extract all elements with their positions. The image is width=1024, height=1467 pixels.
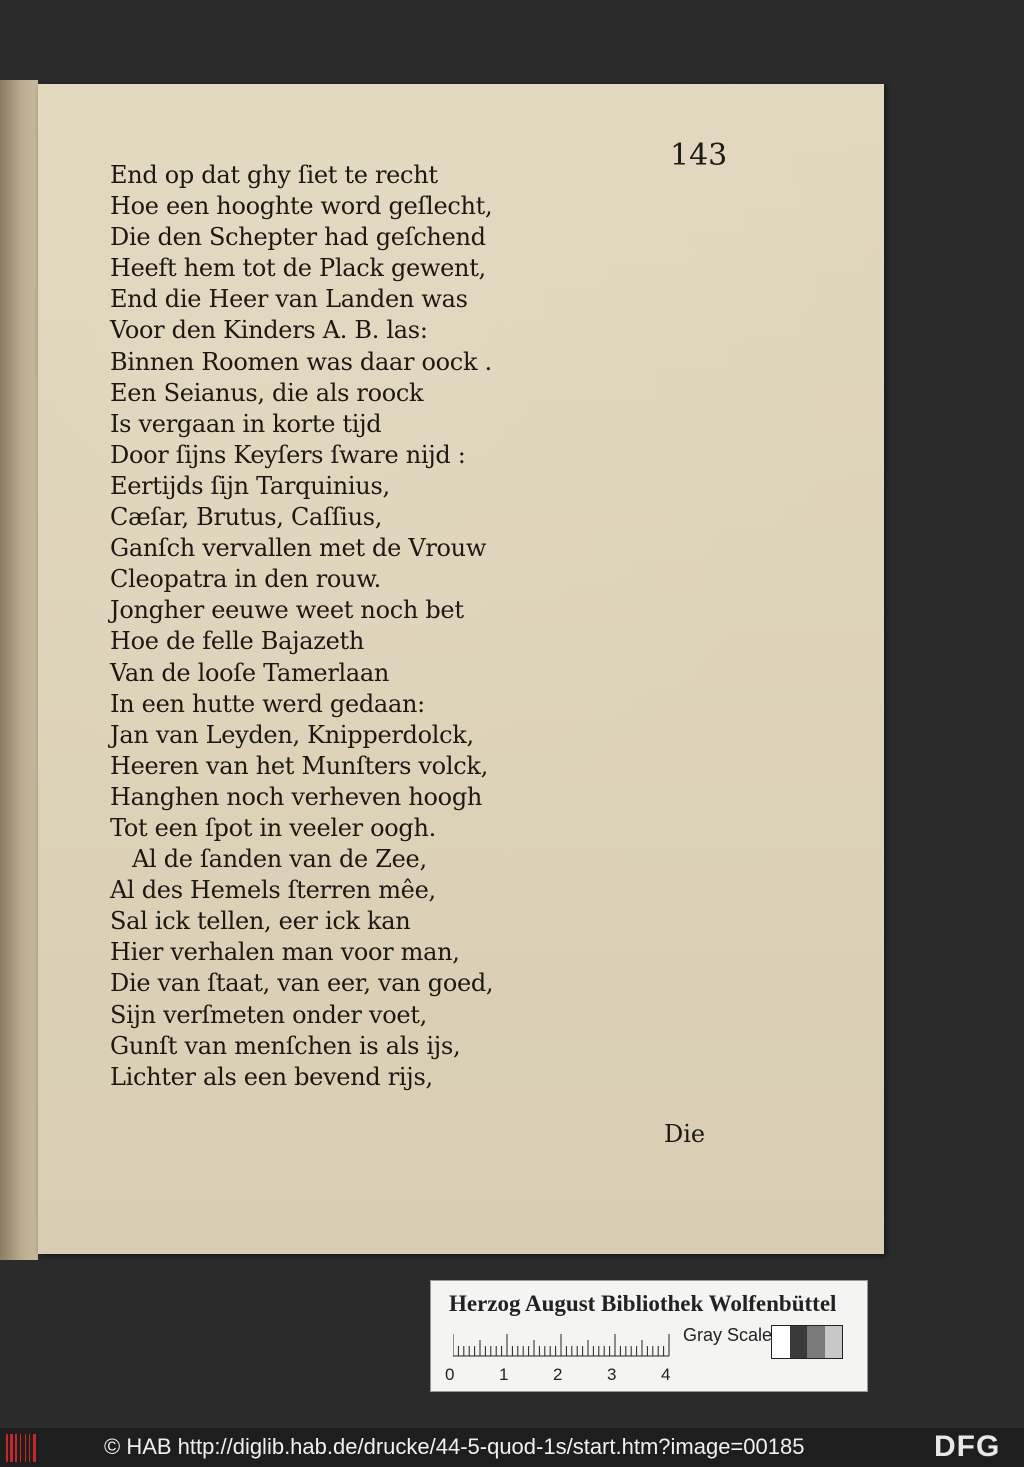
gray-swatch: [807, 1326, 825, 1358]
verse-line: End op dat ghy ſiet te recht: [110, 161, 438, 189]
verse-line: Sijn verſmeten onder voet,: [110, 1000, 427, 1029]
verse-line: Hanghen noch verheven hoogh: [110, 782, 483, 811]
verse-line: Al de ſanden van de Zee,: [132, 845, 427, 874]
verse-line: Voor den Kinders A. B. las:: [110, 316, 428, 345]
verse-line: Een Seianus, die als roock: [110, 378, 424, 407]
library-name: Herzog August Bibliothek Wolfenbüttel: [449, 1291, 837, 1316]
ruler-scale: [453, 1327, 681, 1357]
verse-line: Lichter als een bevend rijs,: [110, 1062, 433, 1091]
barcode-bar: [33, 1434, 36, 1462]
ruler-number: 1: [499, 1365, 509, 1384]
barcode-bar: [10, 1434, 13, 1462]
copyright-link[interactable]: © HAB http://diglib.hab.de/drucke/44-5-quod-1s/start.htm?image=00185: [104, 1434, 805, 1459]
ruler-labels: [445, 1365, 705, 1385]
verse-line: Sal ick tellen, eer ick kan: [110, 907, 411, 936]
barcode-bar: [29, 1434, 30, 1462]
verse-line: Hoe de felle Bajazeth: [110, 627, 365, 656]
left-page-edge: [0, 80, 38, 1260]
footer-bar: [0, 1428, 1024, 1467]
verse-line: Heeft hem tot de Plack gewent,: [110, 254, 486, 283]
dfg-logo: DFG: [934, 1430, 1001, 1463]
gray-scale-swatches: [771, 1325, 843, 1359]
page-number: 143: [670, 138, 728, 173]
verse-line: Is vergaan in korte tijd: [110, 409, 382, 438]
gray-swatch: [825, 1326, 843, 1358]
verse-line: Door ſijns Keyſers ſware nijd :: [110, 440, 466, 469]
verse-line: Die van ſtaat, van eer, van goed,: [110, 969, 494, 998]
verse-line: Van de looſe Tamerlaan: [110, 658, 390, 687]
ruler-number: 3: [607, 1365, 617, 1384]
gray-scale-label: Gray Scale: [683, 1325, 773, 1345]
verse-line: Jongher eeuwe weet noch bet: [110, 596, 464, 625]
gray-swatch: [790, 1326, 808, 1358]
barcode-bar: [25, 1434, 26, 1462]
verse-text: [110, 160, 670, 1093]
verse-line: Gunſt van menſchen is als ijs,: [110, 1031, 461, 1060]
ruler-number: 2: [553, 1365, 563, 1384]
verse-line: Jan van Leyden, Knipperdolck,: [110, 720, 474, 749]
gray-swatch: [772, 1326, 790, 1358]
verse-line: Tot een ſpot in veeler oogh.: [110, 813, 436, 842]
catchword: Die: [664, 1120, 706, 1148]
library-label: [430, 1280, 868, 1392]
barcode-bar: [6, 1434, 8, 1462]
verse-line: End die Heer van Landen was: [110, 285, 468, 314]
verse-line: Heeren van het Munſters volck,: [110, 751, 488, 780]
verse-line: Al des Hemels ſterren mêe,: [110, 876, 436, 905]
ruler-number: 0: [445, 1365, 455, 1384]
ruler-number: 4: [661, 1365, 671, 1384]
verse-line: Eertijds ſijn Tarquinius,: [110, 471, 390, 500]
verse-line: Binnen Roomen was daar oock .: [110, 347, 492, 376]
barcode-icon: [6, 1434, 50, 1462]
verse-line: In een hutte werd gedaan:: [110, 689, 425, 718]
barcode-bar: [15, 1434, 17, 1462]
verse-line: Hier verhalen man voor man,: [110, 938, 460, 967]
barcode-bar: [20, 1434, 21, 1462]
verse-line: Hoe een hooghte word geſlecht,: [110, 192, 493, 221]
verse-line: Cleopatra in den rouw.: [110, 565, 381, 594]
verse-line: Die den Schepter had geſchend: [110, 223, 486, 252]
verse-line: Ganſch vervallen met de Vrouw: [110, 534, 487, 563]
verse-line: Cæſar, Brutus, Caſſius,: [110, 503, 383, 532]
